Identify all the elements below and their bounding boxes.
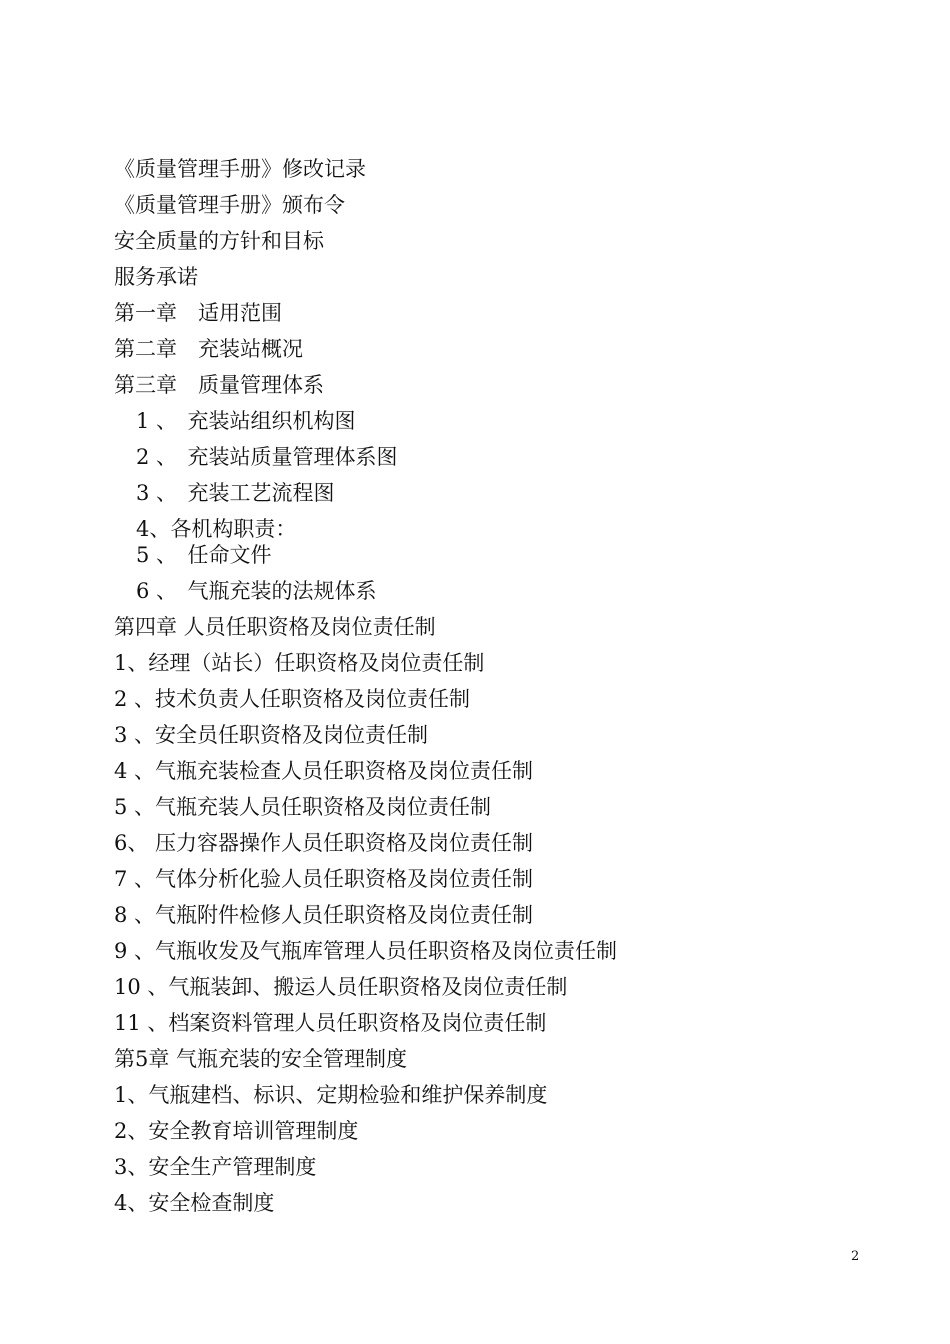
toc-line-3-4: 4、各机构职责： xyxy=(136,517,297,541)
toc-line-4-11: 11 、档案资料管理人员任职资格及岗位责任制 xyxy=(114,1011,547,1035)
toc-line-3-6: 6 、 气瓶充装的法规体系 xyxy=(136,579,377,603)
toc-line-4-3: 3 、安全员任职资格及岗位责任制 xyxy=(114,723,429,747)
toc-line-5-1: 1、气瓶建档、标识、定期检验和维护保养制度 xyxy=(114,1083,548,1107)
toc-line-promulgation-order: 《质量管理手册》颁布令 xyxy=(114,193,345,217)
toc-line-4-5: 5 、气瓶充装人员任职资格及岗位责任制 xyxy=(114,795,492,819)
toc-line-4-6: 6、 压力容器操作人员任职资格及岗位责任制 xyxy=(114,831,534,855)
toc-line-4-2: 2 、技术负责人任职资格及岗位责任制 xyxy=(114,687,471,711)
toc-line-4-7: 7 、气体分析化验人员任职资格及岗位责任制 xyxy=(114,867,534,891)
toc-line-chapter-2: 第二章 充装站概况 xyxy=(114,337,303,361)
toc-line-chapter-1: 第一章 适用范围 xyxy=(114,301,282,325)
toc-line-5-3: 3、安全生产管理制度 xyxy=(114,1155,317,1179)
toc-line-service-commitment: 服务承诺 xyxy=(114,265,198,289)
toc-line-policy-objectives: 安全质量的方针和目标 xyxy=(114,229,324,253)
toc-line-5-2: 2、安全教育培训管理制度 xyxy=(114,1119,359,1143)
page-number: 2 xyxy=(851,1249,860,1264)
toc-line-4-9: 9 、气瓶收发及气瓶库管理人员任职资格及岗位责任制 xyxy=(114,939,618,963)
toc-line-4-10: 10 、气瓶装卸、搬运人员任职资格及岗位责任制 xyxy=(114,975,568,999)
toc-line-3-5: 5 、 任命文件 xyxy=(136,543,272,567)
toc-line-5-4: 4、安全检查制度 xyxy=(114,1191,275,1215)
toc-line-3-1: 1 、 充装站组织机构图 xyxy=(136,409,356,433)
toc-line-4-1: 1、经理（站长）任职资格及岗位责任制 xyxy=(114,651,485,675)
toc-line-3-3: 3 、 充装工艺流程图 xyxy=(136,481,335,505)
toc-line-chapter-3: 第三章 质量管理体系 xyxy=(114,373,324,397)
toc-line-4-8: 8 、气瓶附件检修人员任职资格及岗位责任制 xyxy=(114,903,534,927)
toc-line-chapter-4: 第四章 人员任职资格及岗位责任制 xyxy=(114,615,436,639)
toc-line-4-4: 4 、气瓶充装检查人员任职资格及岗位责任制 xyxy=(114,759,534,783)
toc-line-revision-record: 《质量管理手册》修改记录 xyxy=(114,157,366,181)
toc-line-3-2: 2 、 充装站质量管理体系图 xyxy=(136,445,398,469)
toc-line-chapter-5: 第5章 气瓶充装的安全管理制度 xyxy=(114,1047,408,1071)
